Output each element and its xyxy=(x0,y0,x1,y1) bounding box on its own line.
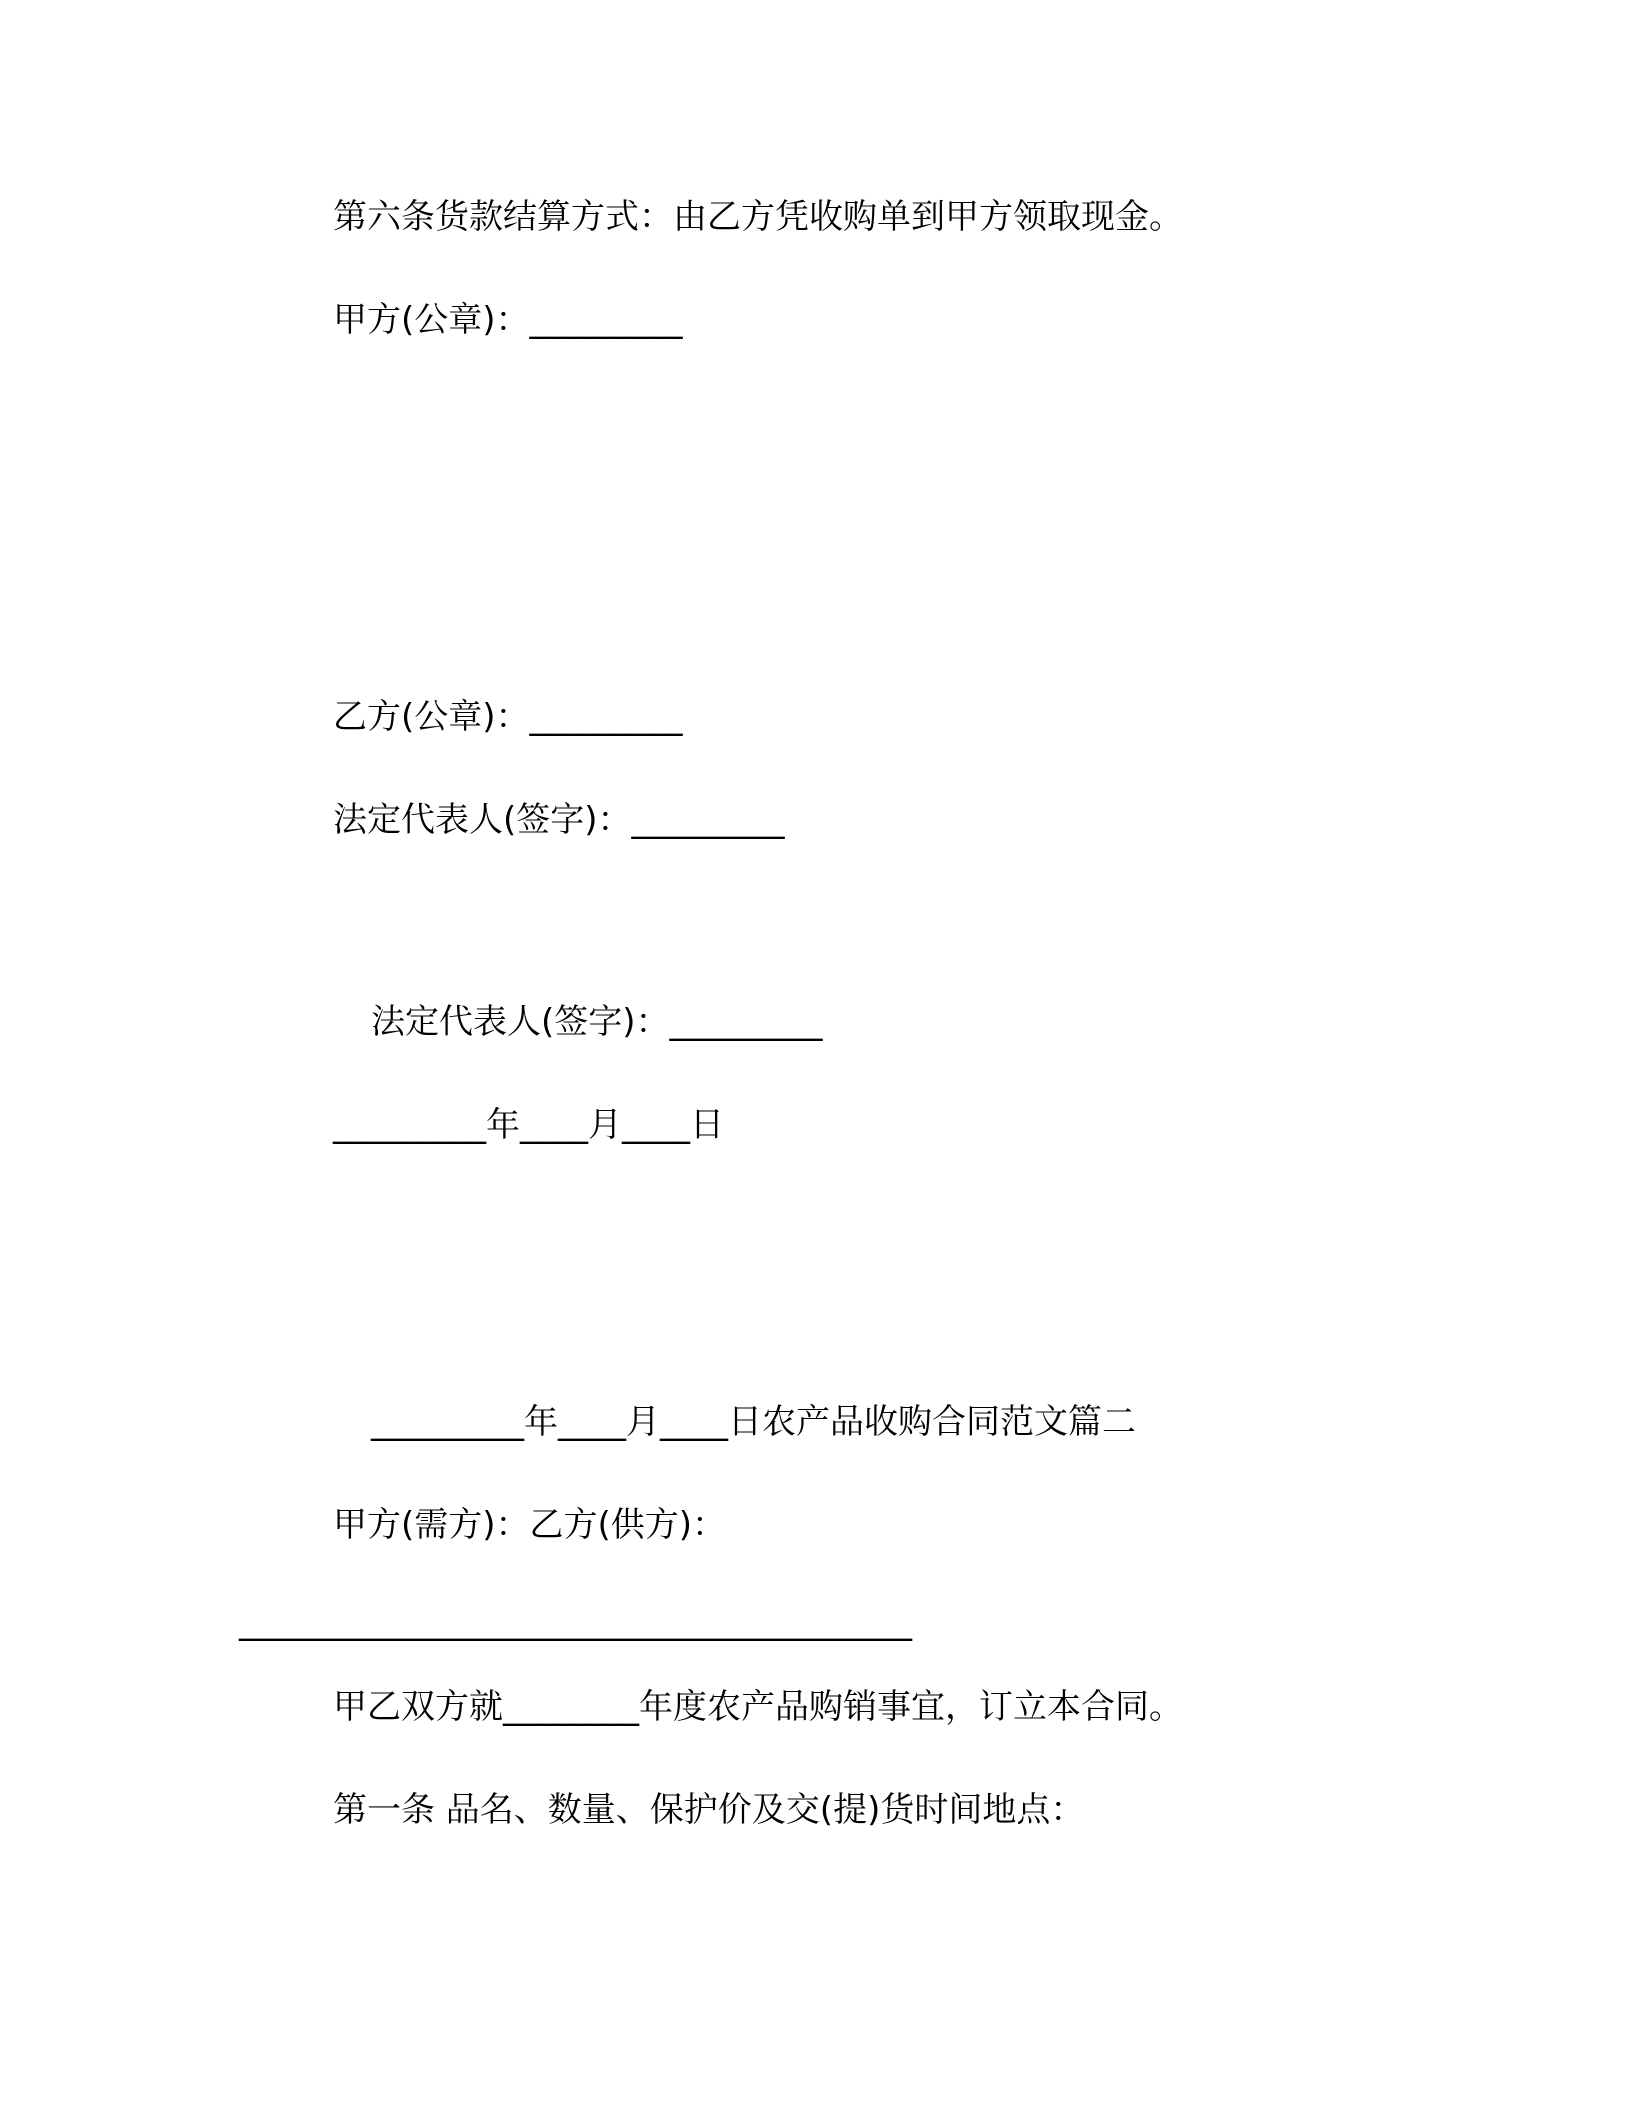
parties-header-line: 甲方(需方)：乙方(供方)： xyxy=(333,1505,727,1545)
clause-1-heading: 第一条 品名、数量、保护价及交(提)货时间地点： xyxy=(333,1790,1085,1830)
date-line: _________年____月____日 xyxy=(333,1105,724,1145)
blank-fill-line: __________________________________________ xyxy=(239,1602,911,1642)
party-b-seal-line: 乙方(公章)：_________ xyxy=(333,697,683,737)
legal-representative-signature-line-2: 法定代表人(签字)：_________ xyxy=(371,1002,823,1042)
legal-representative-signature-line: 法定代表人(签字)：_________ xyxy=(333,800,785,840)
party-a-seal-line: 甲方(公章)：_________ xyxy=(333,300,683,340)
contract-preamble: 甲乙双方就________年度农产品购销事宜，订立本合同。 xyxy=(333,1687,1183,1727)
section-title-contract-sample-2: _________年____月____日农产品收购合同范文篇二 xyxy=(371,1402,1136,1442)
clause-6-payment-settlement: 第六条货款结算方式：由乙方凭收购单到甲方领取现金。 xyxy=(333,197,1183,237)
